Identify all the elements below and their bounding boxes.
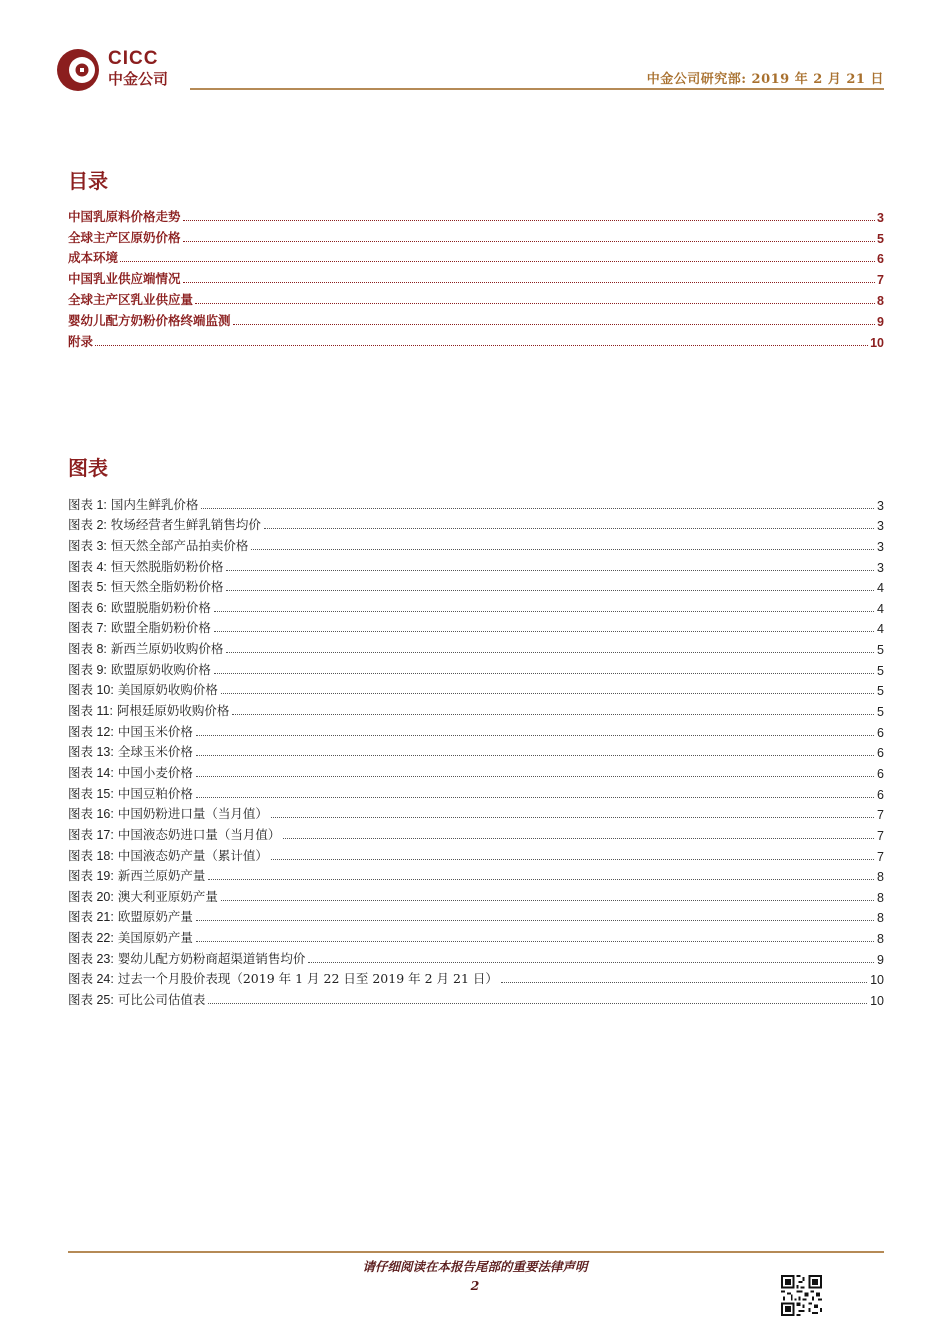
page-number: 2 [470,1278,480,1293]
page-header [56,44,884,94]
figure-item[interactable]: 图表 15: 中国豆粕价格 6 [68,785,884,802]
toc-item[interactable]: 中国乳业供应端情况 7 [68,271,884,288]
toc-item[interactable]: 附录 10 [68,333,884,350]
figure-item[interactable]: 图表 3: 恒天然全部产品拍卖价格 3 [68,537,884,554]
logo-text-en: CICC [108,48,159,69]
header-divider [190,88,884,90]
figure-item[interactable]: 图表 18: 中国液态奶产量（累计值） 7 [68,847,884,864]
figure-item[interactable]: 图表 1: 国内生鲜乳价格 3 [68,496,884,513]
footer-divider [68,1251,884,1253]
figure-item[interactable]: 图表 23: 婴幼儿配方奶粉商超渠道销售均价 9 [68,950,884,967]
figure-item[interactable]: 图表 5: 恒天然全脂奶粉价格 4 [68,579,884,596]
figure-item[interactable]: 图表 22: 美国原奶产量 8 [68,930,884,947]
toc-item[interactable]: 婴幼儿配方奶粉价格终端监测 9 [68,312,884,329]
qr-code-icon [781,1275,822,1316]
toc-item[interactable]: 成本环境 6 [68,250,884,267]
toc-list [68,204,884,350]
figure-item[interactable]: 图表 21: 欧盟原奶产量 8 [68,909,884,926]
figure-item[interactable]: 图表 9: 欧盟原奶收购价格 5 [68,661,884,678]
figure-item[interactable]: 图表 10: 美国原奶收购价格 5 [68,682,884,699]
figure-item[interactable]: 图表 24: 过去一个月股价表现（2019 年 1 月 22 日至 2019 年 2 月 21 日） 10 [68,971,884,988]
figures-title: 图表 [68,456,108,480]
logo-text-cn: 中金公司 [108,70,169,88]
toc-item[interactable]: 中国乳原料价格走势 3 [68,208,884,225]
figure-item[interactable]: 图表 2: 牧场经营者生鲜乳销售均价 3 [68,517,884,534]
figure-item[interactable]: 图表 6: 欧盟脱脂奶粉价格 4 [68,599,884,616]
figure-item[interactable]: 图表 4: 恒天然脱脂奶粉价格 3 [68,558,884,575]
figure-item[interactable]: 图表 17: 中国液态奶进口量（当月值） 7 [68,826,884,843]
figure-item[interactable]: 图表 19: 新西兰原奶产量 8 [68,868,884,885]
report-date-header: 中金公司研究部: 2019 年 2 月 21 日 [646,72,884,87]
figure-item[interactable]: 图表 25: 可比公司估值表 10 [68,992,884,1009]
figure-item[interactable]: 图表 16: 中国奶粉进口量（当月值） 7 [68,806,884,823]
toc-item[interactable]: 全球主产区乳业供应量 8 [68,291,884,308]
legal-notice: 请仔细阅读在本报告尾部的重要法律声明 [362,1259,588,1274]
figure-item[interactable]: 图表 20: 澳大利亚原奶产量 8 [68,888,884,905]
figure-item[interactable]: 图表 12: 中国玉米价格 6 [68,723,884,740]
cicc-logo [56,44,196,90]
toc-title: 目录 [68,169,108,193]
figure-item[interactable]: 图表 14: 中国小麦价格 6 [68,764,884,781]
figure-item[interactable]: 图表 8: 新西兰原奶收购价格 5 [68,641,884,658]
cicc-logo-icon [56,48,100,92]
figures-list [68,492,884,1008]
figure-item[interactable]: 图表 13: 全球玉米价格 6 [68,744,884,761]
figure-item[interactable]: 图表 11: 阿根廷原奶收购价格 5 [68,703,884,720]
figure-item[interactable]: 图表 7: 欧盟全脂奶粉价格 4 [68,620,884,637]
toc-item[interactable]: 全球主产区原奶价格 5 [68,229,884,246]
